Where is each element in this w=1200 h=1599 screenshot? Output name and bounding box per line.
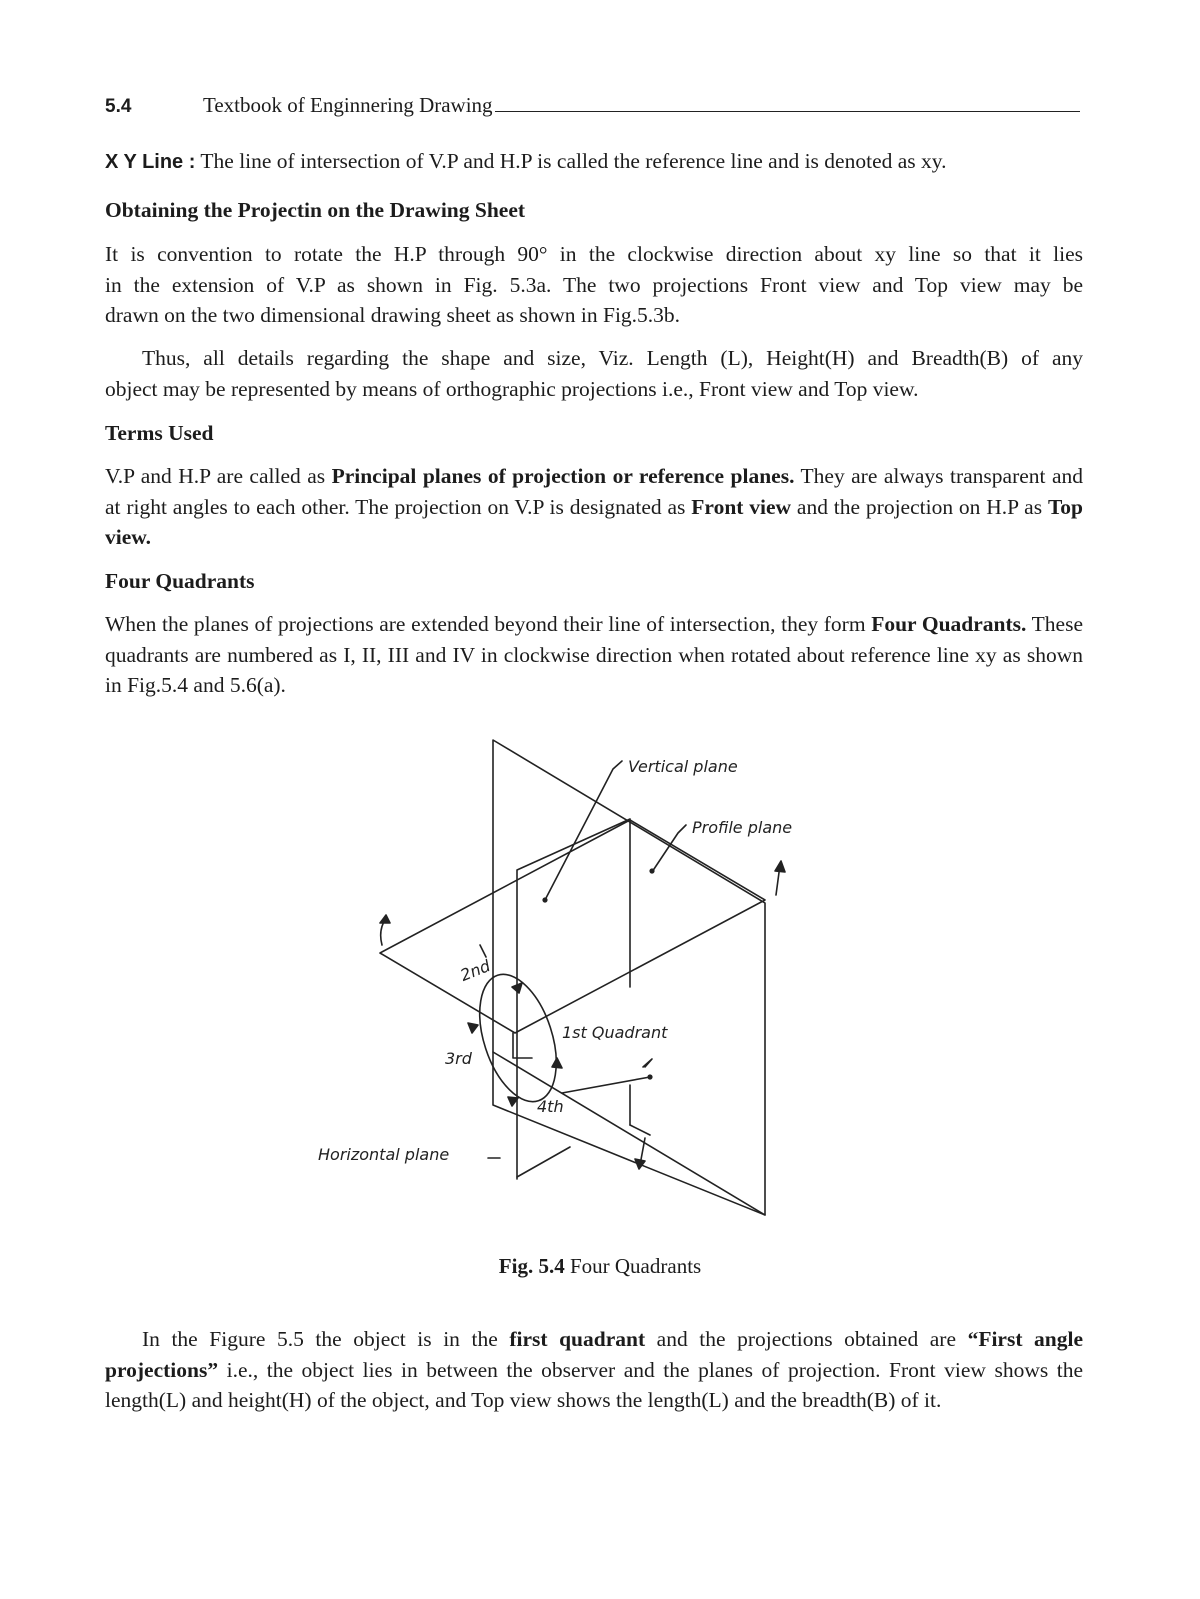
vertical-plane-shape bbox=[493, 740, 765, 1215]
details-paragraph bbox=[105, 343, 1083, 404]
terms-text: and the projection on H.P as bbox=[791, 494, 1048, 519]
vertical-plane-label: Vertical plane bbox=[628, 757, 738, 776]
arrow-head-icon bbox=[775, 861, 785, 872]
details-line: Thus, all details regarding the shape and size, Viz. Length (L), Height(H) and Breadth(B) of any bbox=[142, 346, 1083, 370]
fourth-quadrant-label: 4th bbox=[537, 1097, 564, 1116]
xy-line-paragraph bbox=[105, 146, 1083, 178]
terms-text: They are always transparent and at right angles to each other. The projection on V.P is designated as bbox=[105, 464, 1083, 519]
profile-plane-edge bbox=[517, 819, 630, 1179]
profile-plane-edge bbox=[630, 1125, 650, 1135]
figure-caption-text: Four Quadrants bbox=[564, 1254, 702, 1278]
page-header bbox=[105, 88, 1080, 118]
front-view-term: Front view bbox=[691, 494, 792, 519]
top-view-term: Top view. bbox=[105, 494, 1084, 549]
principal-planes-term: Principal planes of projection or reference planes. bbox=[331, 464, 795, 488]
first-angle-text: and the projections obtained are bbox=[645, 1327, 968, 1351]
first-angle-paragraph bbox=[105, 1324, 1083, 1416]
leader-dot bbox=[648, 1075, 652, 1079]
hp-leader bbox=[562, 1077, 650, 1093]
quadrants-text: When the planes of projections are extended beyond their line of intersection, they form bbox=[105, 612, 872, 636]
obtaining-line: in the extension of V.P as shown in Fig. 5.3a. The two projections Front view and Top view may be bbox=[105, 272, 1083, 297]
xy-line-label: X Y Line : bbox=[105, 151, 196, 173]
heading-four-quadrants: Four Quadrants bbox=[105, 569, 255, 593]
horizontal-plane-label: Horizontal plane bbox=[318, 1145, 450, 1164]
details-line: object may be represented by means of orthographic projections i.e., Front view and Top view. bbox=[105, 376, 919, 401]
four-quadrants-term: Four Quadrants. bbox=[871, 612, 1027, 636]
page-number: 5.4 bbox=[105, 96, 132, 117]
quadrants-paragraph bbox=[105, 609, 1083, 701]
xy-line-text: The line of intersection of V.P and H.P is called the reference line and is denoted as xy. bbox=[195, 149, 947, 173]
xy-corner bbox=[513, 1033, 532, 1058]
heading-obtaining: Obtaining the Projectin on the Drawing Sheet bbox=[105, 198, 526, 222]
leader-dot bbox=[650, 869, 654, 873]
first-angle-text: In the Figure 5.5 the object is in the bbox=[142, 1327, 510, 1351]
profile-plane-edge bbox=[517, 1147, 570, 1177]
first-angle-text: i.e., the object lies in between the observer and the planes of projection. Front view shows the length(L) and height(H) of the object, and Top view shows the length(L) and the breadth(B) of it. bbox=[105, 1357, 1083, 1412]
header-rule bbox=[495, 111, 1080, 112]
third-quadrant-label: 3rd bbox=[445, 1049, 472, 1068]
terms-paragraph bbox=[105, 461, 1083, 553]
arrow-head-icon bbox=[635, 1159, 645, 1169]
obtaining-line: drawn on the two dimensional drawing sheet as shown in Fig.5.3b. bbox=[105, 303, 681, 327]
leader-dot bbox=[543, 898, 547, 902]
horizontal-plane-shape bbox=[380, 820, 765, 1033]
arrow-head-icon bbox=[380, 915, 390, 923]
terms-text: V.P and H.P are called as bbox=[105, 464, 332, 488]
second-quadrant-label: 2nd bbox=[457, 955, 493, 986]
figure-caption bbox=[0, 1254, 1200, 1279]
rotation-arrow-icon bbox=[512, 983, 522, 993]
profile-plane-leader bbox=[652, 825, 686, 872]
first-quadrant-label: 1st Quadrant bbox=[562, 1023, 668, 1042]
leader-tick bbox=[643, 1059, 652, 1067]
obtaining-paragraph bbox=[105, 239, 1083, 331]
first-quadrant-term: first quadrant bbox=[509, 1327, 646, 1351]
rotation-arrow-icon bbox=[552, 1058, 562, 1068]
figure-caption-label: Fig. 5.4 bbox=[498, 1254, 565, 1278]
quadrants-text: These quadrants are numbered as I, II, III and IV in clockwise direction when rotated about reference line xy as shown in Fig.5.4 and 5.6(a). bbox=[105, 612, 1084, 697]
four-quadrants-figure bbox=[300, 725, 820, 1230]
obtaining-line: It is convention to rotate the H.P through 90° in the clockwise direction about xy line so that it lies bbox=[105, 242, 1083, 266]
book-title: Textbook of Enginnering Drawing bbox=[203, 93, 493, 117]
rotation-arrow-icon bbox=[468, 1023, 478, 1033]
first-angle-term: “First angle projections” bbox=[105, 1327, 1084, 1382]
profile-plane-label: Profile plane bbox=[692, 818, 793, 837]
heading-terms-used: Terms Used bbox=[105, 421, 214, 445]
